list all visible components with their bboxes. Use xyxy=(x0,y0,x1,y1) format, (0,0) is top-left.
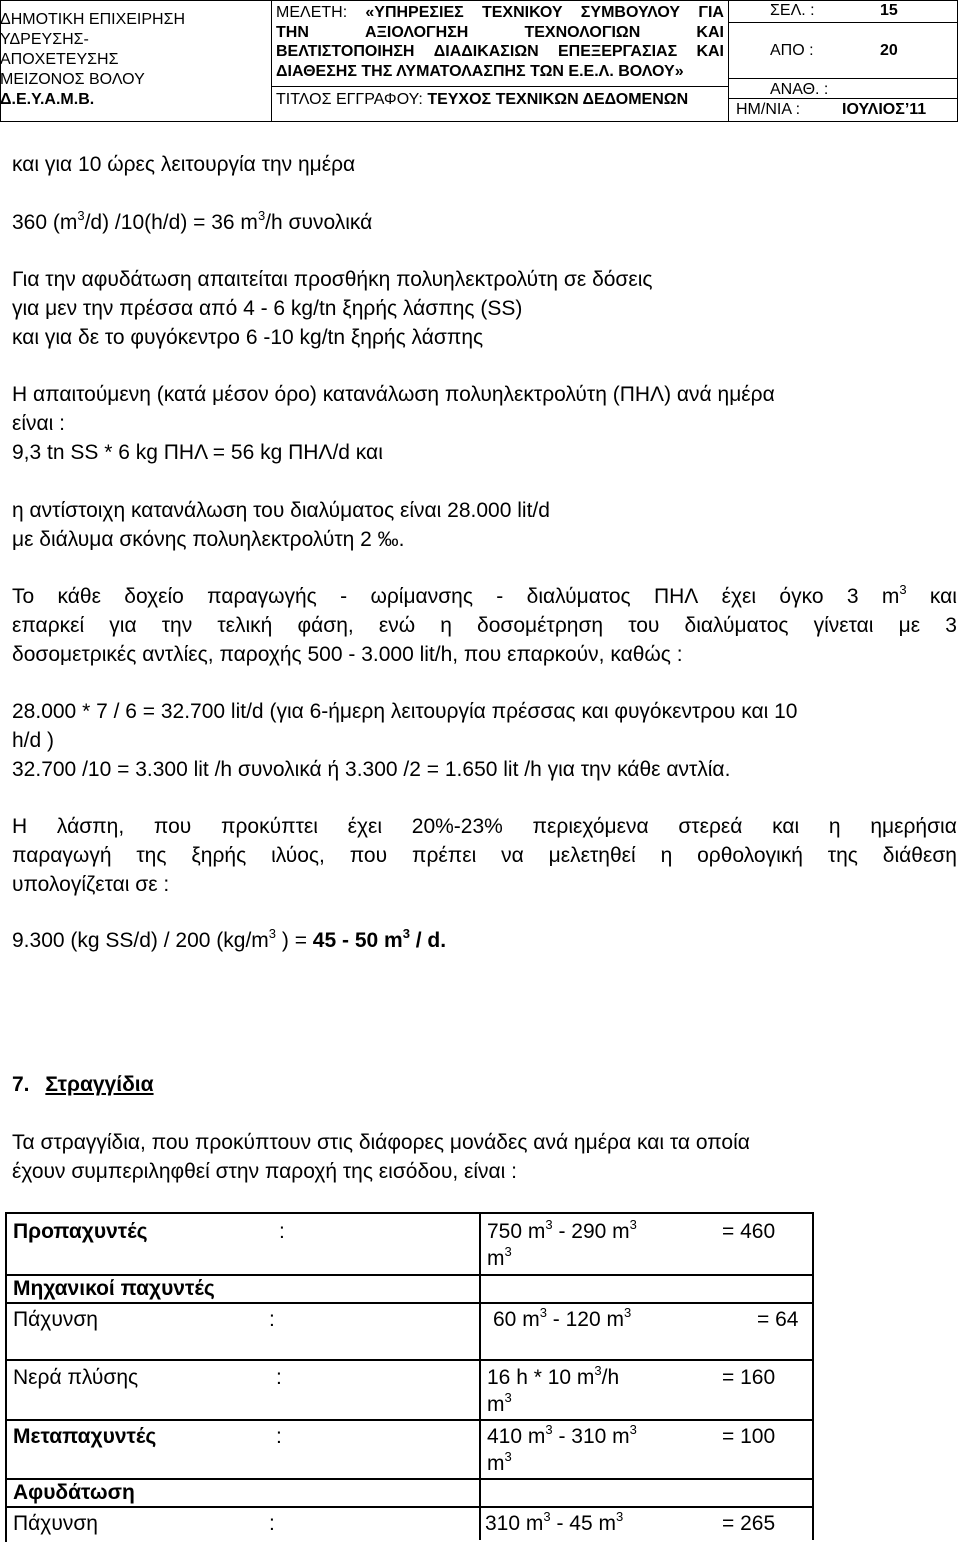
superscript: 3 xyxy=(629,1422,637,1437)
text-line: h/d ) xyxy=(12,729,55,752)
word: ημερήσια xyxy=(870,815,957,838)
word: - xyxy=(496,585,504,608)
text-line: 28.000 * 7 / 6 = 32.700 lit/d (για 6-ήμερη λειτουργία πρέσσας και φυγόκεντρου και 10 xyxy=(12,700,798,723)
study-word: ΤΕΧΝΟΛΟΓΙΩΝ xyxy=(524,23,641,41)
superscript: 3 xyxy=(402,926,410,941)
date-value: ΙΟΥΛΙΟΣ’11 xyxy=(842,101,927,118)
study-word: «ΥΠΗΡΕΣΙΕΣ xyxy=(365,4,464,21)
formula-part: - 45 m xyxy=(550,1512,616,1535)
superscript: 3 xyxy=(629,1217,637,1232)
document-title-value: ΤΕΥΧΟΣ ΤΕΧΝΙΚΩΝ ΔΕΔΟΜΕΝΩΝ xyxy=(427,91,689,108)
study-word: ΚΑΙ xyxy=(696,23,724,41)
page-label: ΣΕΛ. : xyxy=(770,2,815,19)
row-label: Πάχυνση xyxy=(13,1512,98,1535)
superscript: 3 xyxy=(504,1244,512,1259)
justified-line xyxy=(12,582,957,611)
row-result: = 64 xyxy=(757,1308,799,1331)
unit: m xyxy=(487,1393,505,1416)
word: ωρίμανσης xyxy=(370,585,473,608)
section-heading xyxy=(12,1070,154,1099)
study-word: ΕΠΕΞΕΡΓΑΣΙΑΣ xyxy=(558,43,678,60)
superscript: 3 xyxy=(268,926,277,941)
superscript: 3 xyxy=(543,1509,551,1524)
word: επαρκεί xyxy=(12,614,85,637)
word: η xyxy=(440,614,452,637)
study-word: ΑΞΙΟΛΟΓΗΣΗ xyxy=(365,23,469,41)
study-word: ΓΙΑ xyxy=(698,4,724,21)
row-colon: : xyxy=(276,1366,282,1389)
text-line: είναι : xyxy=(12,412,66,435)
group-label: Μηχανικοί παχυντές xyxy=(13,1277,215,1300)
formula-result: / d. xyxy=(409,929,447,952)
word: της xyxy=(136,844,167,867)
word: ξηρής xyxy=(191,844,247,867)
word: κάθε xyxy=(57,585,101,608)
header-divider-1 xyxy=(271,0,272,122)
text-line: και για δε το φυγόκεντρο 6 -10 kg/tn ξηρής λάσπης xyxy=(12,326,484,349)
justified-line xyxy=(12,841,957,870)
word: και xyxy=(772,815,800,838)
word: 20%-23% xyxy=(411,815,503,838)
word: παραγωγής xyxy=(207,585,317,608)
total-pages: 20 xyxy=(880,42,898,59)
row-colon: : xyxy=(269,1512,275,1535)
page-number: 15 xyxy=(880,2,898,19)
text-line: 9,3 tn SS * 6 kg ΠΗΛ = 56 kg ΠΗΛ/d και xyxy=(12,441,383,464)
org-line: ΑΠΟΧΕΤΕΥΣΗΣ xyxy=(0,51,119,68)
study-title-line-4 xyxy=(276,62,724,82)
word: στερεά xyxy=(678,815,743,838)
word: διαλύματος xyxy=(526,585,631,608)
revision-label: ΑΝΑΘ. : xyxy=(770,81,829,98)
formula-part: - 290 m xyxy=(552,1220,630,1243)
table-col-divider xyxy=(479,1214,481,1540)
word: γίνεται xyxy=(813,614,874,637)
superscript: 3 xyxy=(545,1217,553,1232)
row-unit xyxy=(487,1451,512,1477)
superscript: 3 xyxy=(899,582,907,597)
word: διαλύματος xyxy=(684,614,789,637)
formula-part: 360 (m xyxy=(12,211,78,234)
unit: m xyxy=(487,1452,505,1475)
org-line: ΥΔΡΕΥΣΗΣ- xyxy=(0,31,89,48)
study-title-line-3 xyxy=(276,42,724,62)
study-word: ΤΗΝ xyxy=(276,23,309,41)
word: λάσπη, xyxy=(56,815,125,838)
formula-part: 9.300 (kg SS/d) / 200 (kg/m xyxy=(12,929,269,952)
study-word: ΣΥΜΒΟΥΛΟΥ xyxy=(580,4,681,21)
table-row-line xyxy=(7,1359,814,1361)
study-word: ΔΙΑΔΙΚΑΣΙΩΝ xyxy=(433,43,539,60)
superscript: 3 xyxy=(594,1363,602,1378)
section-title: Στραγγίδια xyxy=(45,1073,154,1096)
formula-part: /h συνολικά xyxy=(265,211,373,234)
study-word: ΒΕΛΤΙΣΤΟΠΟΙΗΣΗ xyxy=(276,43,415,60)
word: δοχείο xyxy=(124,585,184,608)
row-colon: : xyxy=(269,1308,275,1331)
sludge-formula xyxy=(12,926,446,955)
flow-formula xyxy=(12,208,372,237)
text-line: Τα στραγγίδια, που προκύπτουν στις διάφορες μονάδες ανά ημέρα και τα οποία xyxy=(12,1131,750,1154)
document-meta xyxy=(732,0,958,122)
row-result: = 265 xyxy=(722,1512,776,1535)
word: φάση, xyxy=(297,614,354,637)
org-line: ΔΗΜΟΤΙΚΗ ΕΠΙΧΕΙΡΗΣΗ xyxy=(0,11,186,28)
organization-name xyxy=(0,10,270,110)
word: και xyxy=(929,585,957,608)
formula-part: 410 m xyxy=(487,1425,546,1448)
section-number: 7. xyxy=(12,1073,30,1096)
formula-part: 750 m xyxy=(487,1220,546,1243)
word: του xyxy=(628,614,660,637)
document-header xyxy=(0,0,958,122)
word: που xyxy=(153,815,192,838)
row-formula xyxy=(487,1365,619,1391)
superscript: 3 xyxy=(539,1305,547,1320)
text-line: με διάλυμα σκόνης πολυηλεκτρολύτη 2 ‰. xyxy=(12,528,405,551)
table-row-line xyxy=(7,1419,814,1421)
paragraph-tank xyxy=(12,582,957,669)
row-formula xyxy=(485,1511,623,1537)
text-line: έχουν συμπεριληφθεί στην παροχή της εισόδου, είναι : xyxy=(12,1160,517,1183)
word: τελική xyxy=(217,614,273,637)
word: ΠΗΛ xyxy=(653,585,699,608)
formula-part: ) = xyxy=(276,929,313,952)
word: δοσομέτρηση xyxy=(477,614,604,637)
superscript: 3 xyxy=(504,1390,512,1405)
superscript: 3 xyxy=(257,208,266,223)
formula-part: /d) /10(h/d) = 36 m xyxy=(84,211,258,234)
org-line: ΜΕΙΖΟΝΟΣ ΒΟΛΟΥ xyxy=(0,71,145,88)
study-word: ΤΕΧΝΙΚΟΥ xyxy=(481,4,563,21)
word: με xyxy=(898,614,921,637)
row-label: Προπαχυντές xyxy=(13,1220,148,1243)
word-unit: $m^3$ xyxy=(881,582,907,608)
text-line: υπολογίζεται σε : xyxy=(12,873,170,896)
word: περιεχόμενα xyxy=(532,815,649,838)
unit: m xyxy=(487,1247,505,1270)
row-result: = 460 xyxy=(722,1220,776,1243)
superscript: 3 xyxy=(545,1422,553,1437)
paragraph-sludge xyxy=(12,812,957,899)
header-divider-2 xyxy=(728,0,729,122)
text-line: Για την αφυδάτωση απαιτείται προσθήκη πολυηλεκτρολύτη σε δόσεις xyxy=(12,268,653,291)
word: ιλύος, xyxy=(271,844,325,867)
word: πρέπει xyxy=(411,844,477,867)
word: όγκο xyxy=(779,585,824,608)
table-row-line xyxy=(7,1302,814,1304)
formula-result: 45 - 50 m xyxy=(312,929,403,952)
row-result: = 100 xyxy=(722,1425,776,1448)
row-colon: : xyxy=(279,1220,285,1243)
study-title-line-2 xyxy=(276,23,724,43)
word: 3 xyxy=(846,585,859,608)
justified-line xyxy=(12,611,957,640)
text-line: και για 10 ώρες λειτουργία την ημέρα xyxy=(12,153,356,176)
group-label: Αφυδάτωση xyxy=(13,1481,135,1504)
word: διάθεση xyxy=(882,844,957,867)
total-pages-label: ΑΠΟ : xyxy=(770,42,814,59)
study-title-line-1 xyxy=(276,3,724,23)
study-line: ΔΙΑΘΕΣΗΣ ΤΗΣ ΛΥΜΑΤΟΛΑΣΠΗΣ ΤΩΝ Ε.Ε.Λ. ΒΟΛΟΥ» xyxy=(276,62,684,80)
word: έχει xyxy=(347,815,383,838)
row-colon: : xyxy=(276,1425,282,1448)
text-line: Η απαιτούμενη (κατά μέσον όρο) κατανάλωση πολυηλεκτρολύτη (ΠΗΛ) ανά ημέρα xyxy=(12,383,775,406)
text-line: η αντίστοιχη κατανάλωση του διαλύματος είναι 28.000 lit/d xyxy=(12,499,550,522)
word: που xyxy=(349,844,388,867)
study-label: ΜΕΛΕΤΗ: xyxy=(276,4,348,21)
word: Το xyxy=(12,585,35,608)
row-formula xyxy=(493,1307,631,1333)
document-title xyxy=(276,91,688,109)
word: ενώ xyxy=(378,614,416,637)
word: της xyxy=(827,844,858,867)
word: για xyxy=(109,614,137,637)
text-line: 32.700 /10 = 3.300 lit /h συνολικά ή 3.300 /2 = 1.650 lit /h για την κάθε αντλία. xyxy=(12,758,731,781)
formula-part: 60 m xyxy=(493,1308,540,1331)
word: ορθολογική xyxy=(697,844,803,867)
formula-part: 16 h * 10 m xyxy=(487,1366,595,1389)
row-unit xyxy=(487,1392,512,1418)
study-word: ΚΑΙ xyxy=(696,43,724,60)
document-title-label: ΤΙΤΛΟΣ ΕΓΓΡΑΦΟΥ: xyxy=(276,91,423,108)
word: έχει xyxy=(721,585,757,608)
formula-part: 310 m xyxy=(485,1512,544,1535)
word: προκύπτει xyxy=(220,815,318,838)
text-line: δοσομετρικές αντλίες, παροχής 500 - 3.000 lit/h, που επαρκούν, καθώς : xyxy=(12,643,683,666)
study-title xyxy=(276,3,724,81)
row-label: Πάχυνση xyxy=(13,1308,98,1331)
text-line: για μεν την πρέσσα από 4 - 6 kg/tn ξηρής λάσπης (SS) xyxy=(12,297,523,320)
superscript: 3 xyxy=(623,1305,632,1320)
row-formula xyxy=(487,1219,637,1245)
word: μελετηθεί xyxy=(548,844,636,867)
date-label: ΗΜ/ΝΙΑ : xyxy=(736,101,801,118)
table-row-line xyxy=(7,1506,814,1508)
header-study-divider xyxy=(272,86,728,87)
word: η xyxy=(828,815,841,838)
row-unit xyxy=(487,1246,512,1272)
formula-part: - 310 m xyxy=(552,1425,630,1448)
table-right-border xyxy=(812,1214,814,1540)
word: παραγωγή xyxy=(12,844,112,867)
word: - xyxy=(340,585,348,608)
row-formula xyxy=(487,1424,637,1450)
word: να xyxy=(501,844,524,867)
row-label: Μεταπαχυντές xyxy=(13,1425,157,1448)
word: η xyxy=(660,844,673,867)
formula-part: - 120 m xyxy=(546,1308,624,1331)
formula-part: /h xyxy=(601,1366,620,1389)
superscript: 3 xyxy=(615,1509,624,1524)
word: την xyxy=(161,614,193,637)
justified-line xyxy=(12,812,957,841)
superscript: 3 xyxy=(504,1449,512,1464)
row-result: = 160 xyxy=(722,1366,776,1389)
superscript: 3 xyxy=(77,208,85,223)
row-label: Νερά πλύσης xyxy=(13,1366,139,1389)
word: Η xyxy=(12,815,28,838)
org-acronym: Δ.Ε.Υ.Α.Μ.Β. xyxy=(0,91,95,108)
word: 3 xyxy=(945,614,957,637)
drainage-table xyxy=(5,1212,814,1542)
